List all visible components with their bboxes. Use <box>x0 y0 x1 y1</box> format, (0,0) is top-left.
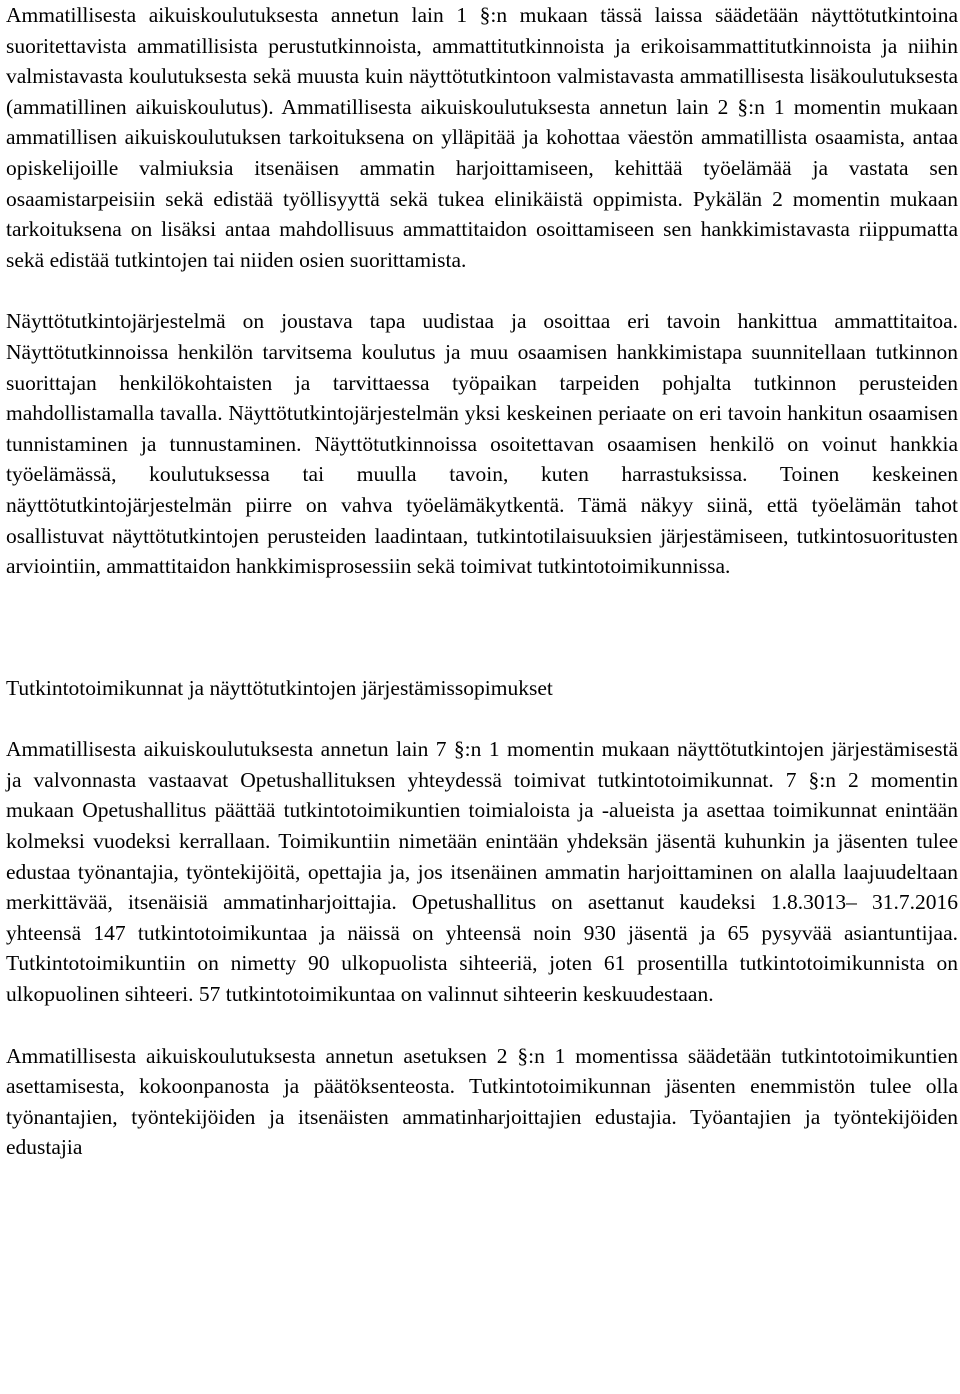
paragraph-committee-composition: Ammatillisesta aikuiskoulutuksesta annetun asetuksen 2 §:n 1 momentissa säädetään tutkintotoimikuntien asettamisesta, kokoonpanosta ja päätöksenteosta. Tutkintotoimikunnan jäsenten enemmistön tulee olla työnantajien, työntekijöiden ja itsenäisten ammatinharjoittajien edustajia. Työantajien ja työntekijöiden edustajia <box>6 1043 958 1160</box>
document-page <box>6 0 958 1163</box>
paragraph-competence-system: Näyttötutkintojärjestelmä on joustava tapa uudistaa ja osoittaa eri tavoin hankittua ammattitaitoa. Näyttötutkinnoissa henkilön tarvitsema koulutus ja muu osaamisen hankkimistapa suunnitellaan tutkinnon suorittajan henkilökohtaisten ja tarvittaessa työpaikan tarpeiden pohjalta tutkinnon perusteiden mahdollistamalla tavalla. Näyttötutkintojärjestelmän yksi keskeinen periaate on eri tavoin hankitun osaamisen tunnistaminen ja tunnustaminen. Näyttötutkinnoissa osoitettavan osaamisen henkilö on voinut hankkia työelämässä, koulutuksessa tai muulla tavoin, kuten harrastuksissa. Toinen keskeinen näyttötutkintojärjestelmän piirre on vahva työelämäkytkentä. Tämä näkyy siinä, että työelämän tahot osallistuvat näyttötutkintojen perusteiden laadintaan, tutkintotilaisuuksien järjestämiseen, tutkintosuoritusten arviointiin, ammattitaidon hankkimisprosessiin sekä toimivat tutkintotoimikunnissa. <box>6 309 958 579</box>
section-heading: Tutkintotoimikunnat ja näyttötutkintojen järjestämissopimukset <box>6 675 553 700</box>
paragraph-law-background: Ammatillisesta aikuiskoulutuksesta annetun lain 1 §:n mukaan tässä laissa säädetään näyttötutkintoina suoritettavista ammatillisista perustutkinnoista, ammattitutkinnoista ja erikoisammattitutkinnoista ja niihin valmistavasta koulutuksesta sekä muusta kuin näyttötutkintoon valmistavasta ammatillisesta lisäkoulutuksesta (ammatillinen aikuiskoulutus). Ammatillisesta aikuiskoulutuksesta annetun lain 2 §:n 1 momentin mukaan ammatillisen aikuiskoulutuksen tarkoituksena on ylläpitää ja kohottaa väestön ammatillista osaamista, antaa opiskelijoille valmiuksia itsenäisen ammatin harjoittamiseen, kehittää työelämää ja vastata sen osaamistarpeisiin sekä edistää työllisyyttä sekä tukea elinikäistä oppimista. Pykälän 2 momentin mukaan tarkoituksena on lisäksi antaa mahdollisuus ammattitaidon osoittamiseen sen hankkimistavasta riippumatta sekä edistää tutkintojen tai niiden osien suorittamista. <box>6 3 958 272</box>
paragraph-committees: Ammatillisesta aikuiskoulutuksesta annetun lain 7 §:n 1 momentin mukaan näyttötutkintojen järjestämisestä ja valvonnasta vastaavat Opetushallituksen yhteydessä toimivat tutkintotoimikunnat. 7 §:n 2 momentin mukaan Opetushallitus päättää tutkintotoimikuntien toimialoista ja -alueista ja asettaa toimikunnat enintään kolmeksi vuodeksi kerrallaan. Toimikuntiin nimetään enintään yhdeksän jäsentä kuhunkin ja jäsenten tulee edustaa työnantajia, työntekijöitä, opettajia ja, jos itsenäinen ammatin harjoittaminen on alalla laajuudeltaan merkittävää, itsenäisiä ammatinharjoittajia. Opetushallitus on asettanut kaudeksi 1.8.3013– 31.7.2016 yhteensä 147 tutkintotoimikuntaa ja näissä on yhteensä noin 930 jäsentä ja 65 pysyvää asiantuntijaa. Tutkintotoimikuntiin on nimetty 90 ulkopuolista sihteeriä, joten 61 prosentilla tutkintotoimikunnista on ulkopuolinen sihteeri. 57 tutkintotoimikuntaa on valinnut sihteerin keskuudestaan. <box>6 737 958 1007</box>
